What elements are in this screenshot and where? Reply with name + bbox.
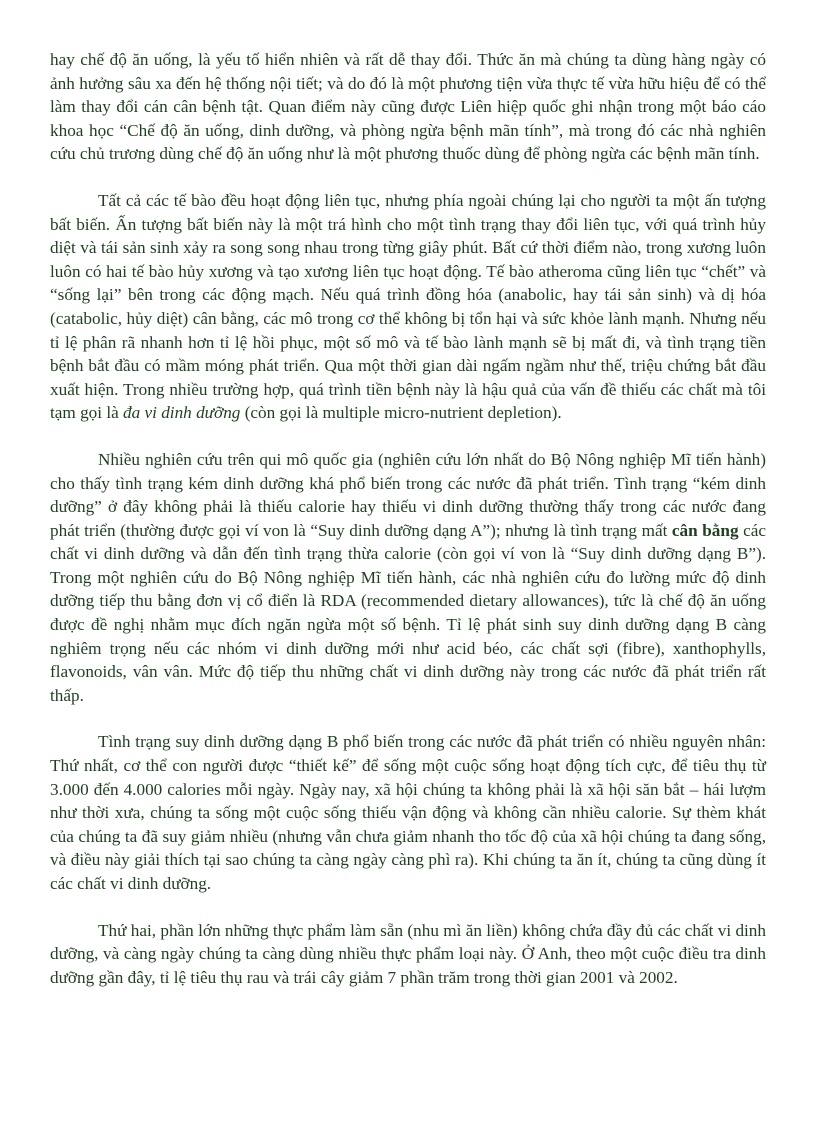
paragraph-3 <box>50 448 766 708</box>
paragraph-2-text: Tất cả các tế bào đều hoạt động liên tục, nhưng phía ngoài chúng lại cho người ta một ấn tượng bất biến. Ấn tượng bất biến này là một trá hình cho một tình trạng thay đổi liên tục, với quá trình hủy diệt và tái sản sinh xảy ra song song nhau trong từng giây phút. Bất cứ thời điểm nào, trong xương luôn luôn có hai tế bào hủy xương và tạo xương liên tục hoạt động. Tế bào atheroma cũng liên tục “chết” và “sống lại” bên trong các động mạch. Nếu quá trình đồng hóa (anabolic, hay tái sản sinh) và dị hóa (catabolic, hủy diệt) cân bằng, các mô trong cơ thể không bị tổn hại và sức khỏe lành mạnh. Nhưng nếu tỉ lệ phân rã nhanh hơn tỉ lệ hồi phục, một số mô và tế bào lành mạnh sẽ bị mất đi, và tình trạng tiền bệnh bắt đầu có mầm móng phát triển. Qua một thời gian dài ngấm ngầm như thế, triệu chứng bắt đầu xuất hiện. Trong nhiều trường hợp, quá trình tiền bệnh này là hậu quả của vấn đề thiếu các chất mà tôi tạm gọi là <box>50 190 766 423</box>
paragraph-3-text-end: các chất vi dinh dưỡng và dẫn đến tình trạng thừa calorie (còn gọi ví von là “Suy dinh dưỡng dạng B”). Trong một nghiên cứu do Bộ Nông nghiệp Mĩ tiến hành, các nhà nghiên cứu đo lường mức độ dinh dưỡng tiếp thu bằng đơn vị cổ điển là RDA (recommended dietary allowances), tức là chế độ ăn uống được đề nghị nhằm mục đích ngăn ngừa một số bệnh. Tỉ lệ phát sinh suy dinh dưỡng dạng B càng nghiêm trọng nếu các nhóm vi dinh dưỡng mới như acid béo, các chất sợi (fibre), xanthophylls, flavonoids, vân vân. Mức độ tiếp thu những chất vi dinh dưỡng này trong các nước đã phát triển rất thấp. <box>50 520 766 705</box>
paragraph-4: Tình trạng suy dinh dưỡng dạng B phổ biến trong các nước đã phát triển có nhiều nguyên nhân: Thứ nhất, cơ thể con người được “thiết kế” để sống một cuộc sống hoạt động tích cực, để tiêu thụ từ 3.000 đến 4.000 calories mỗi ngày. Ngày nay, xã hội chúng ta không phải là xã hội săn bắt – hái lượm như thời xưa, chúng ta sống một cuộc sống thiếu vận động và không cần nhiều calorie. Sự thèm khát của chúng ta đã suy giảm nhiều (nhưng vẫn chưa giảm nhanh tho tốc độ của xã hội chúng ta đang sống, và điều này giải thích tại sao chúng ta càng ngày càng phì ra). Khi chúng ta ăn ít, chúng ta cũng dùng ít các chất vi dinh dưỡng. <box>50 732 766 893</box>
paragraph-2-text-end: (còn gọi là multiple micro-nutrient depletion). <box>240 403 562 423</box>
paragraph-1: hay chế độ ăn uống, là yếu tố hiển nhiên và rất dễ thay đổi. Thức ăn mà chúng ta dùng hàng ngày có ảnh hưởng sâu xa đến hệ thống nội tiết; và do đó là một phương tiện vừa thực tế vừa hữu hiệu để có thể làm thay đổi cán cân bệnh tật. Quan điểm này cũng được Liên hiệp quốc ghi nhận trong một báo cáo khoa học “Chế độ ăn uống, dinh dưỡng, và phòng ngừa bệnh mãn tính”, mà trong đó các nhà nghiên cứu chủ trương dùng chế độ ăn uống như là một phương thuốc dùng để phòng ngừa các bệnh mãn tính. <box>50 50 766 164</box>
paragraph-2 <box>50 189 766 425</box>
paragraph-3-text: Nhiều nghiên cứu trên qui mô quốc gia (nghiên cứu lớn nhất do Bộ Nông nghiệp Mĩ tiến hành) cho thấy tình trạng kém dinh dưỡng khá phổ biến trong các nước đã phát triển. Tình trạng “kém dinh dưỡng” ở đây không phải là thiếu calorie hay thiếu vi dinh dưỡng thường thấy trong các nước đang phát triển (thường được gọi ví von là “Suy dinh dưỡng dạng A”); nhưng là tình trạng mất <box>50 449 766 540</box>
document-page <box>50 48 766 1012</box>
paragraph-3-bold-term: cân bằng <box>671 520 739 540</box>
paragraph-5: Thứ hai, phần lớn những thực phẩm làm sẵn (nhu mì ăn liền) không chứa đầy đủ các chất vi dinh dưỡng, và càng ngày chúng ta càng dùng nhiều thực phẩm loại này. Ở Anh, theo một cuộc điều tra dinh dưỡng gần đây, tỉ lệ tiêu thụ rau và trái cây giảm 7 phần trăm trong thời gian 2001 và 2002. <box>50 920 766 987</box>
paragraph-2-italic-term: đa vi dinh dưỡng <box>123 403 241 423</box>
